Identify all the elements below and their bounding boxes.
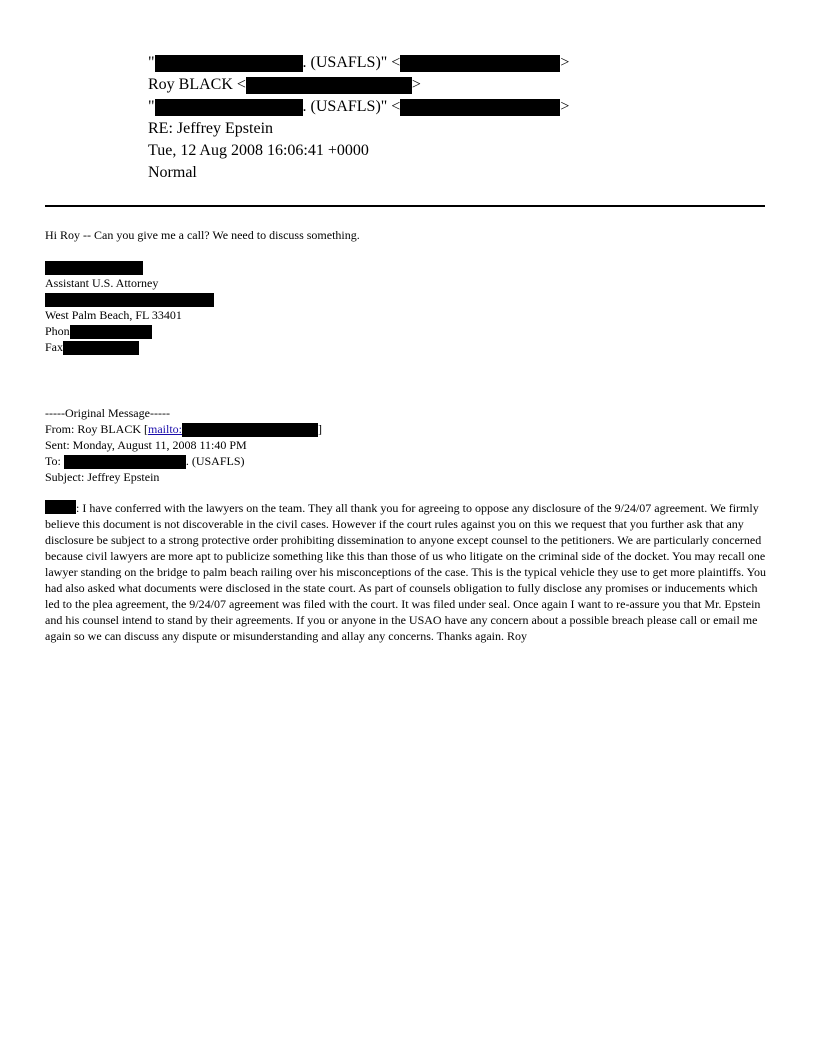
original-from bbox=[45, 421, 322, 437]
original-body-text: : I have conferred with the lawyers on the team. They all thank you for agreeing to oppose any disclosure of the 9/24/07 agreement. We firmly believe this document is not discoverable in the civil cases. However if the court rules against you on this we request that you further ask that any disclosure be subject to a strong protective order prohibiting dissemination to anyone except counsel to the petitioners. We are particularly concerned because civil lawyers are more apt to publicize something like this than those of us who litigate on the criminal side of the docket. You may recall one lawyer standing on the bridge to palm beach railing over his misconceptions of the case. This is the typical vehicle they use to get more plaintiffs. You had also asked what documents were disclosed in the state court. As part of counsels obligation to fully disclose any promises or inducements which led to the plea agreement, the 9/24/07 agreement was filed with the court. It was filed under seal. Once again I want to re-assure you that Mr. Epstein and his counsel intend to stand by their agreements. If you or anyone in the USAO have any concern about a possible breach please call or email me again so we can discuss any dispute or misunderstanding and allay any concerns. Thanks again. Roy bbox=[45, 501, 767, 643]
redaction-block bbox=[64, 455, 186, 469]
signature-phone bbox=[45, 323, 152, 339]
original-to-suffix: . (USAFLS) bbox=[185, 454, 245, 468]
date-value: Tue, 12 Aug 2008 16:06:41 +0000 bbox=[148, 142, 369, 159]
to-prefix: Roy BLACK < bbox=[148, 76, 246, 93]
signature-name-line bbox=[45, 259, 143, 275]
signature-city: West Palm Beach, FL 33401 bbox=[45, 308, 182, 322]
bcc-suffix: . (USAFLS)" < bbox=[302, 98, 401, 115]
subject-value: RE: Jeffrey Epstein bbox=[148, 120, 274, 137]
redaction-block bbox=[70, 325, 152, 339]
redaction-block bbox=[63, 341, 139, 355]
importance-value: Normal bbox=[148, 164, 197, 181]
original-from-end: ] bbox=[318, 422, 323, 436]
from-value bbox=[148, 52, 569, 74]
original-from-prefix: From: Roy BLACK [ bbox=[45, 422, 149, 436]
redaction-block bbox=[45, 293, 214, 307]
original-to-prefix: To: bbox=[45, 454, 64, 468]
phone-label: Phon bbox=[45, 324, 70, 338]
signature-address-line bbox=[45, 291, 214, 307]
bcc-end: > bbox=[560, 98, 570, 115]
from-suffix: . (USAFLS)" < bbox=[302, 54, 401, 71]
fax-label: Fax bbox=[45, 340, 63, 354]
mailto-link[interactable]: mailto: bbox=[148, 422, 183, 436]
bcc-value bbox=[148, 96, 569, 118]
redaction-block bbox=[400, 99, 560, 116]
redaction-block bbox=[400, 55, 560, 72]
original-subject: Subject: Jeffrey Epstein bbox=[45, 470, 160, 484]
header-divider bbox=[45, 205, 765, 207]
reply-greeting: Hi Roy -- Can you give me a call? We need to discuss something. bbox=[45, 228, 360, 242]
redaction-block bbox=[155, 99, 303, 116]
original-body bbox=[45, 500, 773, 644]
redaction-block bbox=[155, 55, 303, 72]
from-prefix: " bbox=[148, 54, 155, 71]
bcc-prefix: " bbox=[148, 98, 155, 115]
redaction-block bbox=[45, 261, 143, 275]
redaction-block bbox=[182, 423, 318, 437]
original-message-divider: -----Original Message----- bbox=[45, 406, 170, 420]
original-sent: Sent: Monday, August 11, 2008 11:40 PM bbox=[45, 438, 247, 452]
signature-fax bbox=[45, 339, 139, 355]
original-to bbox=[45, 453, 245, 469]
redaction-block bbox=[45, 500, 76, 514]
to-end: > bbox=[411, 76, 421, 93]
to-value bbox=[148, 74, 421, 96]
signature-title: Assistant U.S. Attorney bbox=[45, 276, 159, 290]
redaction-block bbox=[246, 77, 412, 94]
from-end: > bbox=[560, 54, 570, 71]
